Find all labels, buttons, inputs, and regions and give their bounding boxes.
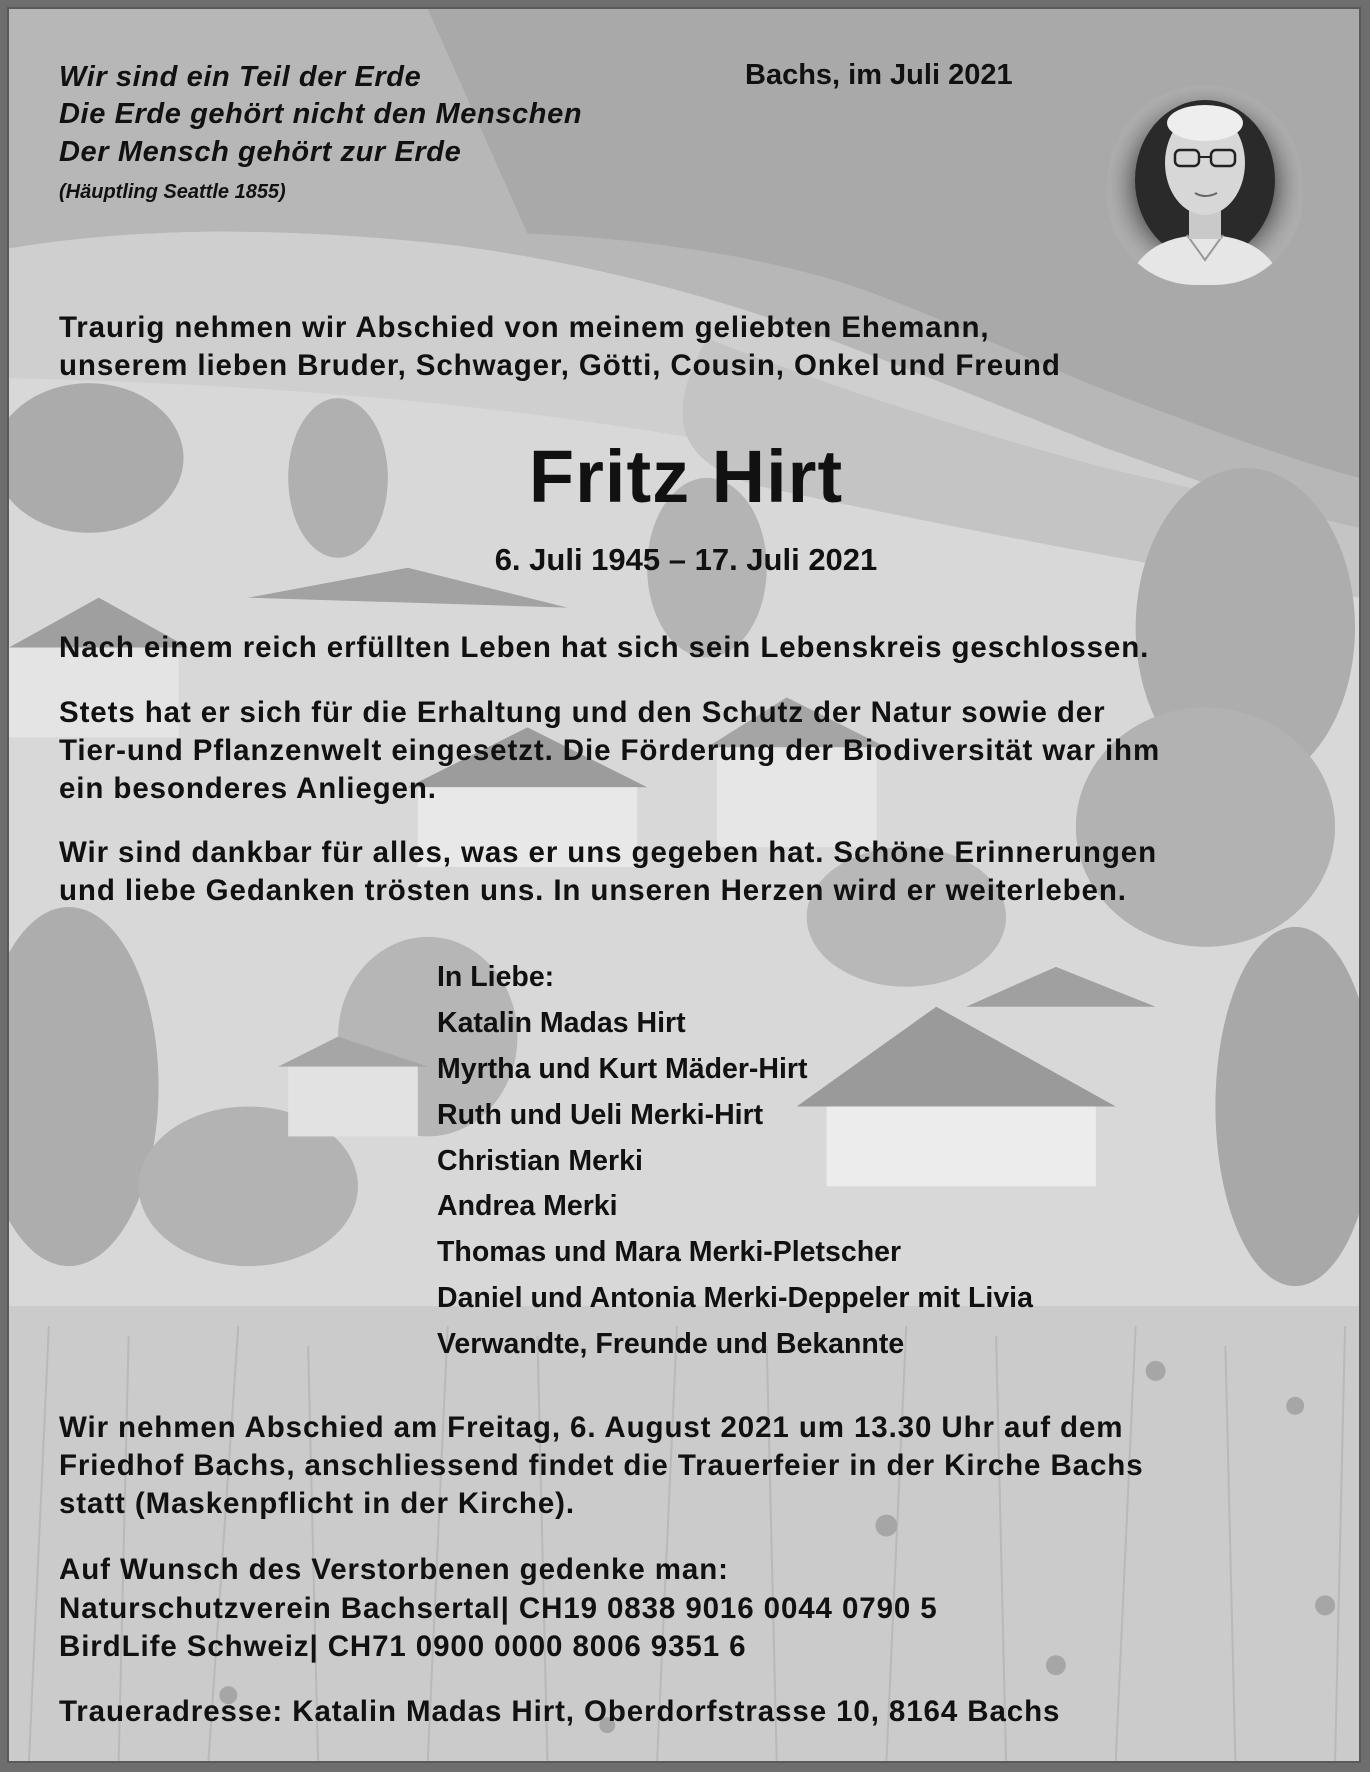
paragraph-2-line-2: Tier-und Pflanzenwelt eingesetzt. Die Förderung der Biodiversität war ihm [59, 734, 1161, 767]
mourners-heading: In Liebe: [437, 961, 555, 993]
intro-line-2: unserem lieben Bruder, Schwager, Götti, Cousin, Onkel und Freund [59, 349, 1061, 382]
motto-line-2: Die Erde gehört nicht den Menschen [59, 98, 583, 130]
mourner-name: Daniel und Antonia Merki-Deppeler mit Livia [437, 1282, 1033, 1314]
paragraph-1-line-1: Nach einem reich erfüllten Leben hat sich sein Lebenskreis geschlossen. [59, 631, 1150, 664]
motto-line-1: Wir sind ein Teil der Erde [59, 61, 422, 93]
paragraph-3-line-2: und liebe Gedanken trösten uns. In unseren Herzen wird er weiterleben. [59, 874, 1127, 907]
paragraph-2-line-1: Stets hat er sich für die Erhaltung und den Schutz der Natur sowie der [59, 696, 1106, 729]
paragraph-2-line-3: ein besonderes Anliegen. [59, 772, 437, 805]
mourner-name: Verwandte, Freunde und Bekannte [437, 1328, 905, 1360]
donation-heading: Auf Wunsch des Verstorbenen gedenke man: [59, 1553, 729, 1586]
deceased-dates: 6. Juli 1945 – 17. Juli 2021 [494, 542, 878, 577]
deceased-name: Fritz Hirt [528, 435, 844, 518]
dateline: Bachs, im Juli 2021 [745, 59, 1013, 91]
farewell-line-2: Friedhof Bachs, anschliessend findet die Trauerfeier in der Kirche Bachs [59, 1449, 1144, 1482]
paragraph-3-line-1: Wir sind dankbar für alles, was er uns gegeben hat. Schöne Erinnerungen [59, 836, 1157, 869]
farewell-line-3: statt (Maskenpflicht in der Kirche). [59, 1487, 575, 1520]
intro-line-1: Traurig nehmen wir Abschied von meinem geliebten Ehemann, [59, 311, 990, 344]
farewell-line-1: Wir nehmen Abschied am Freitag, 6. August 2021 um 13.30 Uhr auf dem [59, 1411, 1124, 1444]
donation-line-1: Naturschutzverein Bachsertal| CH19 0838 9016 0044 0790 5 [59, 1592, 938, 1625]
mourner-name: Katalin Madas Hirt [437, 1007, 686, 1039]
mourning-address: Traueradresse: Katalin Madas Hirt, Oberdorfstrasse 10, 8164 Bachs [59, 1695, 1061, 1728]
mourner-name: Christian Merki [437, 1145, 643, 1177]
obituary-page [7, 7, 1361, 1763]
mourner-name: Myrtha und Kurt Mäder-Hirt [437, 1053, 808, 1085]
motto-source: (Häuptling Seattle 1855) [59, 181, 286, 203]
mourner-name: Andrea Merki [437, 1190, 618, 1222]
donation-line-2: BirdLife Schweiz| CH71 0900 0000 8006 9351 6 [59, 1630, 747, 1663]
mourner-name: Ruth und Ueli Merki-Hirt [437, 1099, 764, 1131]
mourner-name: Thomas und Mara Merki-Pletscher [437, 1236, 902, 1268]
motto-line-3: Der Mensch gehört zur Erde [59, 136, 462, 168]
